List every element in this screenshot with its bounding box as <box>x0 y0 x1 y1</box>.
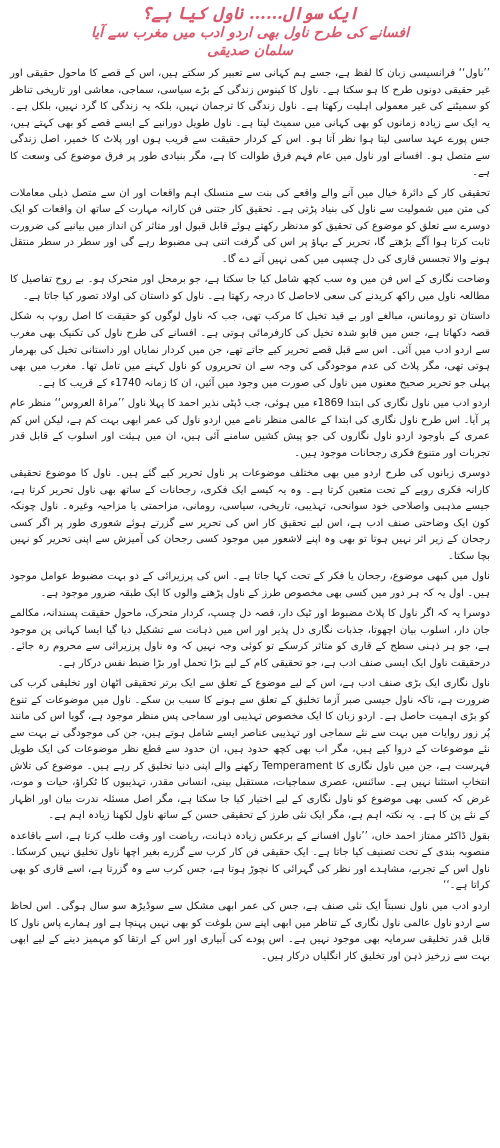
paragraph-2: تحقیقی کار کے دائرۂ خیال میں آنے والے واقعے کی بنت سے منسلک اہم واقعات اور ان سے متصل ذیلی معاملات کی متن میں شمولیت سے ناول کی بنیاد پڑتی ہے۔ تحقیق کار جتنی فن کارانہ مہارت کے ساتھ ان واقعات کو ایک دوسرے سے تعلق کو موضوع کی تحقیق کو مدنظر رکھتے ہوئے قابل قبول اور متاثر کن انداز میں بیانیے کی ضرورت ثابت کرتا ہوا آگے بڑھتے گا، تحریر کے بہاؤ پر اس کی گرفت اتنی ہی مضبوط رہے گی اور سطر در سطر منتقل ہونے والا تجسس قاری کی دل چسپی میں کمی نہیں آنے دے گا۔ <box>10 187 490 265</box>
paragraph-5: اردو ادب میں ناول نگاری کی ابتدا 1869ء میں ہوئی، جب ڈپٹی نذیر احمد کا پہلا ناول ’’مراۃ العروس‘‘ منظر عام پر آیا۔ اس طرح ناول نگاری کی ابتدا کے عالمی منظر نامے میں اردو ناول کی عمر ابھی بہت کم ہے، لیکن اس کم عمری کے باوجود اردو ناول نگاروں کی جو پیش کشیں سامنے آئی ہیں، ان میں ہیئت اور اسلوب کے قابل قدر تجربات اور متنوع فکری رجحانات موجود ہیں۔ <box>10 398 490 459</box>
paragraph-3: وضاحت نگاری کے اس فن میں وہ سب کچھ شامل کیا جا سکتا ہے، جو برمحل اور متحرک ہو۔ بے روح تفاصیل کا مطالعہ ناول میں راکھ کریدنے کی سعی لاحاصل کا درجہ رکھتا ہے۔ ناول کو داستان کی اولاد تصور کیا جاتا ہے۔ <box>10 274 490 302</box>
paragraph-10: بقول ڈاکٹر ممتاز احمد خاں، ’’ناول افسانے کے برعکس زیادہ ذہانت، ریاضت اور وقت طلب کرتا ہے، اسے باقاعدہ منصوبہ بندی کے تحت تصنیف کیا جاتا ہے۔ ایک حقیقی فن کار کرب سے گزرے بغیر اچھا ناول تخلیق نہیں کرسکتا۔ ناول اس کے تجربے، مشاہدے اور نظر کی گہرائی کا نچوڑ ہوتا ہے، جس کرب سے وہ گزرتا ہے، اسے قاری کو بھی کراتا ہے۔‘‘ <box>10 830 490 892</box>
paragraph-7: ناول میں کبھی موضوع، رجحان یا فکر کے تحت کہا جاتا ہے۔ اس کی پرزیرائی کے دو بہت مضبوط عوامل موجود ہیں۔ اول یہ کہ ہر دور میں کسی بھی مخصوص طرز کے ناول پڑھنے والوں کا ایک طبقہ ضرور موجود ہے۔ <box>10 571 490 599</box>
paragraph-1: ’’ناول‘‘ فرانسیسی زبان کا لفظ ہے، جسے ہم کہانی سے تعبیر کر سکتے ہیں، اس کے قصے کا ماحول حقیقی اور غیر حقیقی دونوں طرح کا ہو سکتا ہے۔ ناول کا کینوس زندگی کے بڑے سیاسی، سماجی، معاشی اور تاریخی تناظر کو سمیٹنے کی غیر معمولی اہلیت رکھتا ہے۔ ناول زندگی کا ترجمان نہیں، بلکہ یہ زندگی کا گرد نہیں، بلکل ہے۔ یہ ایک سے زیادہ زمانوں کو بھی کہانی میں سمیٹ لیتا ہے۔ ناول طویل دورانیے کے ایسے قصے کو بھی کہتے ہیں، جس پورے عہد ساسی لیتا ہوا نظر آتا ہو۔ اس کے کردار حقیقت سے قریب ہوں اور پلاٹ کا خمیر، اصل زندگی سے متصل ہو۔ افسانے اور ناول میں عام فہم فرق طوالت کا ہے، مگر بنیادی طور پر فرق موضوع کی وسعت کا ہے۔ <box>10 68 490 179</box>
article-body <box>10 66 490 965</box>
article-byline: سلمان صدیقی <box>207 42 293 59</box>
article-headline: ایک سوال…… ناول کیا ہے؟ <box>141 4 359 24</box>
article-subhead: افسانے کی طرح ناول بھی اردو ادب میں مغرب سے آیا <box>90 25 409 42</box>
article-header <box>10 4 490 60</box>
paragraph-8: دوسرا یہ کہ اگر ناول کا پلاٹ مضبوط اور ٹیک دار، قصہ دل چسپ، کردار متحرک، ماحول حقیقت پسندانہ، مکالمے جان دار، اسلوب بیان اچھوتا، جذبات نگاری دل پذیر اور اس میں ذہانت سے تشکیل دیا گیا ایسا کہانی پن موجود ہے، جو ہر ذہنی سطح کے قاری کو متاثر کرسکے تو کوئی وجہ نہیں کہ وہ ناول پرزیرائی سے محروم رہ جائے۔ درحقیقت ناول ایک ایسی صنف ادب ہے، جو تحقیقی کام کے لیے بڑا تحمل اور بڑا ضبط نفس درکار ہے۔ <box>10 608 490 669</box>
paragraph-11: اردو ادب میں ناول نسبتاً ایک نئی صنف ہے، جس کی عمر ابھی مشکل سے سوڈیڑھ سو سال ہوگی۔ اس لحاظ سے اردو ناول عالمی ناول نگاری کے تناظر میں ابھی اپنے سن بلوغت کو بھی نہیں پہنچا ہے اور ہمارے پاس ناول کا قابل قدر تخلیقی سرمایہ بھی موجود نہیں ہے۔ اس پودے کی آبیاری اور اس کے ارتقا کو مہمیز دینے کے لیے ابھی بہت سے زرخیز ذہن اور تخلیق کار انگلیاں درکار ہیں۔ <box>10 901 490 962</box>
paragraph-9: ناول نگاری ایک بڑی صنف ادب ہے، اس کے لیے موضوع کے تعلق سے ایک برتر تحقیقی اٹھان اور تخلیقی کرب کی ضرورت ہے، تاکہ ناول جیسی صبر آزما تخلیق کے تعلق سے ہونے کا سبب بن سکے۔ ناول میں موضوعات کے تنوع کو بڑی اہمیت حاصل ہے۔ اردو زبان کا ایک مخصوص تہذیبی اور سماجی پس منظر موجود ہے، گویا اس کی مانند پُر زور روایات میں بہت سے نئے سماجی اور تہذیبی عناصر ایسے شامل ہوتے ہیں، جن کی موجودگی نے بہت سے نئے موضوعات کے دروا کیے ہیں، مگر اب بھی کچھ حدود ہیں، ان حدود سے قطع نظر موضوعات کی ایک طویل فہرست ہے، جن میں ناول نگاری کا Temperament رکھنے والے اپنی دنیا تخلیق کر رہے ہیں۔ موضوع کی تلاش انتخابِ استثنا نہیں ہے۔ سائنس، عصری سماجیات، مستقبل بینی، انسانی مقدر، تہذیبوں کا ٹکراؤ، حیات و موت، غرض کہ کسی بھی موضوع کو ناول نگاری کے لیے اختیار کیا جا سکتا ہے، مگر اصل مسئلہ ندرت بیان اور اظہار کے نئے پن کا ہے۔ یہ نکتہ اہم ہے، مگر ایک نئی طرز کے تحقیقی حسن کے ساتھ ناول لکھنا زیادہ اہم ہے۔ <box>10 678 490 822</box>
paragraph-6: دوسری زبانوں کی طرح اردو میں بھی مختلف موضوعات پر ناول تحریر کیے گئے ہیں۔ ناول کا موضوع تحقیقی کارانہ فکری رویے کے تحت متعین کرتا ہے۔ وہ یہ کیسے ایک فکری، رجحانات کے ساتھ بھی ناول تحریر کرتا ہے، جیسے مذہبی واصلاحی خود سوانحی، تہذیبی، تاریخی، سیاسی، رومانی، مزاحمتی یا مزاحیہ وغیرہ۔ ناول چونکہ کون ایک وضاحتی صنف ادب ہے، اس لیے تحقیق کار اس کی تحریر سے گزرتے ہوئے شعوری طور پر اگر کسی رجحان کے زیر اثر نہیں ہوتا تو بھی وہ اپنے لاشعور میں موجود کسی رجحان کی آمیزش سے اپنی تحریر کو نہیں بچا سکتا۔ <box>10 468 490 562</box>
paragraph-4: داستان تو رومانس، مبالغے اور بے قید تخیل کا مرکب تھی، جب کہ ناول لوگوں کو حقیقت کا اصل روپ بہ شکل قصہ دکھاتا ہے، جس میں قابو شدہ تخیل کی کارفرمائی ہوتی ہے۔ افسانے کی طرح ناول کی تکنیک بھی مغرب سے اردو ادب میں آئی۔ اس سے قبل قصے تحریر کیے جاتے تھے، جن میں کردار نمایاں اور داستانی تخیل کی بھرمار ہوتی تھی، مگر پلاٹ کی عدم موجودگی کی وجہ سے ان تحریروں کو ناول کہنے میں تامل تھا۔ مغرب میں بھی پہلی جو تحریر صحیح معنوں میں ناول کی صورت میں وجود میں آئیں، ان کا زمانہ 1740ء کے قریب کا ہے۔ <box>10 311 490 389</box>
